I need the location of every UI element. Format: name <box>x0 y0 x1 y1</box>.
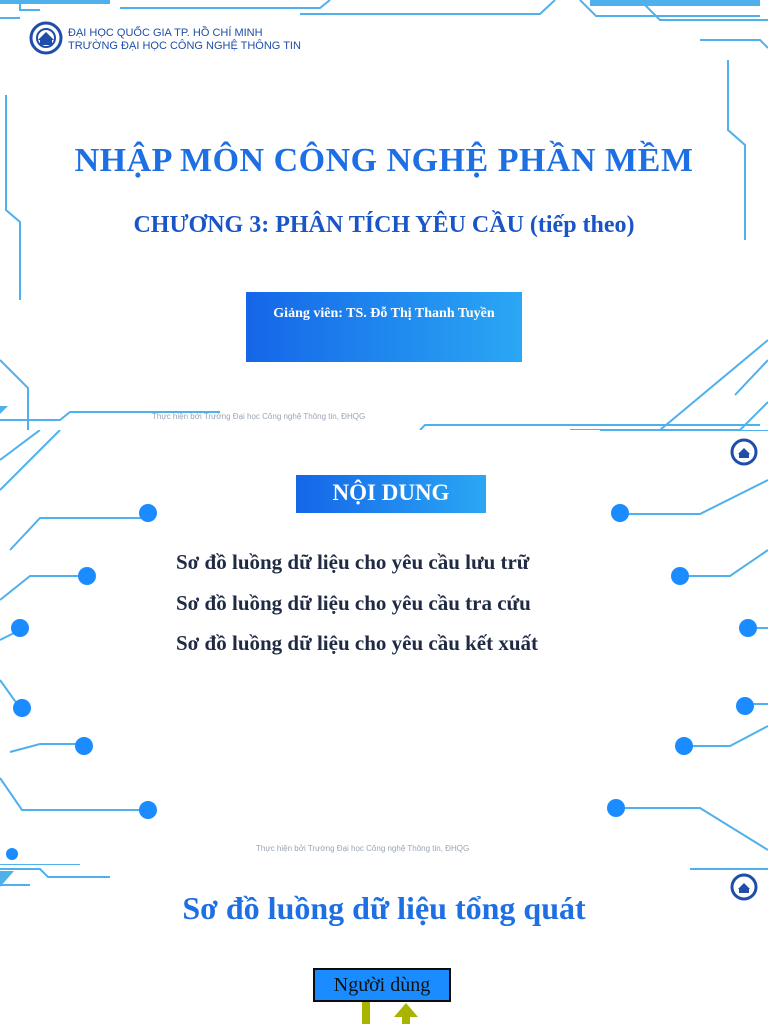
user-entity-box <box>313 968 451 1002</box>
university-name-line2: TRƯỜNG ĐẠI HỌC CÔNG NGHỆ THÔNG TIN <box>68 40 301 52</box>
section-heading: NỘI DUNG <box>332 480 450 505</box>
title-slide <box>0 0 768 430</box>
section-heading-box <box>296 475 486 513</box>
university-name-line1: ĐẠI HỌC QUỐC GIA TP. HỒ CHÍ MINH <box>68 27 263 39</box>
contents-slide <box>0 430 768 865</box>
uit-logo-icon <box>31 23 61 53</box>
list-item: Sơ đồ luồng dữ liệu cho yêu cầu tra cứu <box>176 591 531 615</box>
uit-logo-icon <box>732 440 756 464</box>
slide-footer: Thực hiện bởi Trường Đại học Công nghệ Thông tin, ĐHQG <box>256 844 470 853</box>
list-item: Sơ đồ luồng dữ liệu cho yêu cầu kết xuất <box>176 631 539 655</box>
data-flow-arrows <box>362 1002 418 1024</box>
user-entity-label: Người dùng <box>333 974 431 996</box>
chapter-subtitle: CHƯƠNG 3: PHÂN TÍCH YÊU CẦU (tiếp theo) <box>133 212 635 238</box>
slide-title: Sơ đồ luồng dữ liệu tổng quát <box>182 890 586 926</box>
lecturer-box <box>246 292 522 362</box>
course-title: NHẬP MÔN CÔNG NGHỆ PHẦN MỀM <box>74 142 694 179</box>
dfd-slide <box>0 865 768 1024</box>
list-item: Sơ đồ luồng dữ liệu cho yêu cầu lưu trữ <box>176 550 530 574</box>
lecturer-name: Giảng viên: TS. Đỗ Thị Thanh Tuyền <box>273 306 495 321</box>
slide-footer: Thực hiện bởi Trường Đại học Công nghệ Thông tin, ĐHQG <box>152 412 366 421</box>
